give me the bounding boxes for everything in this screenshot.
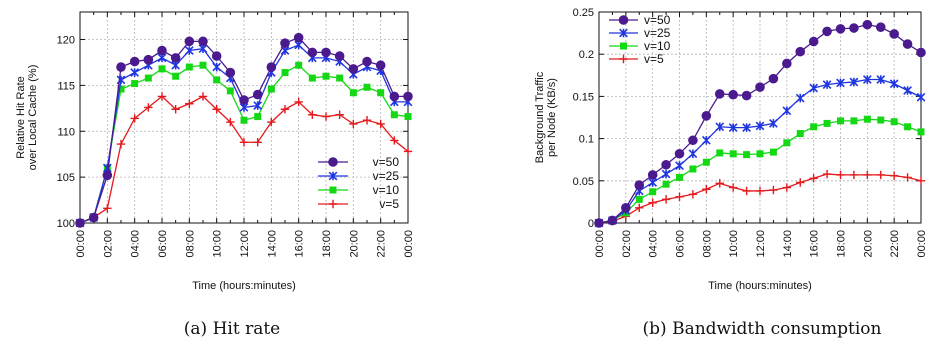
bandwidth-series-v25-point-stroke <box>796 94 804 103</box>
bandwidth-ytick-label: 0.2 <box>578 49 594 62</box>
hit-rate-legend-marker <box>330 187 337 194</box>
bandwidth-series-v5-point <box>917 177 925 185</box>
bandwidth-series-v25-point-stroke <box>890 79 898 88</box>
bandwidth-series-v50-point <box>809 37 818 46</box>
hit-rate-series-v5-point <box>322 112 330 120</box>
hit-rate-series-v10-point <box>282 69 289 76</box>
hit-rate-series-v10-point <box>377 89 384 96</box>
hit-rate-series-v50-point <box>76 219 85 228</box>
hit-rate-series-v50-point <box>103 171 112 180</box>
bandwidth-series-v5-point <box>689 190 697 198</box>
hit-rate-series-v10-point <box>295 62 302 69</box>
hit-rate-xtick-label: 06:00 <box>157 230 169 258</box>
bandwidth-series-v10-point <box>850 117 857 124</box>
hit-rate-xtick-label: 00:00 <box>403 230 415 258</box>
bandwidth-ytick-label: 0.1 <box>578 133 594 146</box>
bandwidth-series-v10-point <box>904 123 911 130</box>
bandwidth-series-v25-point-stroke <box>662 170 670 179</box>
bandwidth-series-v10-point <box>663 181 670 188</box>
bandwidth-series-v50-point <box>702 112 711 121</box>
hit-rate-series-v50-point <box>308 48 317 57</box>
hit-rate-legend-item <box>318 155 399 169</box>
hit-rate-series-v5-point <box>335 111 343 119</box>
hit-rate-legend-item <box>318 169 399 183</box>
hit-rate-series-v50-point <box>226 68 235 77</box>
hit-rate-xtick-label: 02:00 <box>102 230 115 258</box>
bandwidth-legend-label: v=5 <box>644 52 664 66</box>
bandwidth-legend-label: v=10 <box>644 39 671 53</box>
hit-rate-series-v10-point <box>131 80 138 87</box>
hit-rate-series-v50-point <box>158 46 167 55</box>
hit-rate-series-v5-point <box>103 204 111 212</box>
bandwidth-series-v10-point <box>757 150 764 157</box>
bandwidth-series-v10-point <box>810 123 817 130</box>
bandwidth-series-v5-point <box>742 187 750 195</box>
bandwidth-series-v25-point <box>689 149 697 158</box>
hit-rate-series-v5-point <box>253 138 261 146</box>
bandwidth-series-v25-point <box>904 86 912 95</box>
bandwidth-series-v50-point <box>903 40 912 49</box>
bandwidth-series-v50-point <box>850 24 859 33</box>
bandwidth-series-v50-point <box>890 30 899 39</box>
hit-rate-caption: (a) Hit rate <box>183 319 281 339</box>
hit-rate-legend-label: v=50 <box>372 155 399 169</box>
hit-rate-x-axis-label: Time (hours:minutes) <box>192 280 296 292</box>
bandwidth-series-v50-point <box>823 27 832 36</box>
hit-rate-series-v50-point <box>390 92 399 101</box>
bandwidth-series-v25-point <box>890 79 898 88</box>
hit-rate-ytick-label: 110 <box>57 126 75 139</box>
hit-rate-series-v50-point <box>185 37 194 46</box>
bandwidth-series-v50-point <box>756 83 765 92</box>
hit-rate-series-v50-point <box>349 65 358 74</box>
hit-rate-legend-item <box>318 197 399 211</box>
hit-rate-y-axis-label-line: Relative Hit Rate <box>15 76 27 159</box>
bandwidth-xtick-label: 14:00 <box>781 230 794 258</box>
bandwidth-y-axis-label-line: per Node (KB/s) <box>546 78 558 157</box>
hit-rate-series-v10-point <box>268 86 275 93</box>
bandwidth-series-v10-point <box>824 120 831 127</box>
hit-rate-series-v5-point <box>240 138 248 146</box>
bandwidth-xtick-label: 00:00 <box>594 230 606 258</box>
bandwidth-xtick-label: 02:00 <box>620 230 633 258</box>
bandwidth-series-v50-point <box>635 181 644 190</box>
bandwidth-series-v50-point <box>675 149 684 158</box>
hit-rate-xtick-label: 00:00 <box>75 230 87 258</box>
bandwidth-series-v50-point <box>796 47 805 56</box>
bandwidth-series-v10-point <box>783 139 790 146</box>
bandwidth-xtick-label: 16:00 <box>808 230 821 258</box>
bandwidth-legend-label: v=25 <box>644 26 671 40</box>
bandwidth-legend-marker <box>619 55 627 63</box>
bandwidth-series-v5-point <box>863 171 871 179</box>
hit-rate-series-v50-point <box>171 54 180 63</box>
hit-rate-series-v10-point <box>254 113 261 120</box>
bandwidth-series-v5-point <box>850 171 858 179</box>
hit-rate-series-v50-point <box>281 39 290 48</box>
bandwidth-y-axis-label-line: Background Traffic <box>534 71 546 164</box>
hit-rate-series-v10-point <box>364 84 371 91</box>
hit-rate-series-v50-point <box>335 52 344 61</box>
bandwidth-series-v25-point <box>703 136 711 145</box>
hit-rate-xtick-label: 04:00 <box>129 230 142 258</box>
hit-rate-series-v10-point <box>159 65 166 72</box>
bandwidth-series-v5-point <box>783 183 791 191</box>
hit-rate-series-v10-point <box>213 76 220 83</box>
bandwidth-series-v5-point <box>729 183 737 191</box>
hit-rate-series-v25-point <box>131 68 139 77</box>
hit-rate-ytick-label: 100 <box>56 218 75 230</box>
bandwidth-legend <box>609 13 671 66</box>
hit-rate-ytick-label: 105 <box>56 172 75 185</box>
hit-rate-series-v10-point <box>186 64 193 71</box>
bandwidth-series-v10-point <box>676 174 683 181</box>
bandwidth-series-v50-point <box>836 25 845 34</box>
bandwidth-series-v5-point <box>877 171 885 179</box>
bandwidth-series-v5-point <box>662 195 670 203</box>
hit-rate-series-v25-point <box>117 76 125 85</box>
bandwidth-ytick-label: 0.15 <box>572 91 594 104</box>
hit-rate-legend-label: v=5 <box>379 197 399 211</box>
bandwidth-series-v10-point <box>770 149 777 156</box>
hit-rate-legend-marker <box>329 200 337 208</box>
bandwidth-series-v10-point <box>730 150 737 157</box>
hit-rate-xtick-label: 16:00 <box>293 230 306 258</box>
bandwidth-x-axis-label: Time (hours:minutes) <box>708 280 812 292</box>
bandwidth-xtick-label: 06:00 <box>674 230 687 258</box>
bandwidth-legend-marker <box>620 43 627 50</box>
bandwidth-series-v25-point-stroke <box>676 161 684 170</box>
bandwidth-series-v5-point <box>635 204 643 212</box>
bandwidth-series-v25-point-stroke <box>904 86 912 95</box>
bandwidth-series-v10-point <box>918 128 925 135</box>
bandwidth-series-v50-point <box>648 171 657 180</box>
bandwidth-legend-label: v=50 <box>644 13 671 27</box>
bandwidth-xtick-label: 22:00 <box>889 230 902 258</box>
bandwidth-series-v10-point <box>837 117 844 124</box>
bandwidth-series-v50-point <box>742 91 751 100</box>
hit-rate-series-v50-point <box>376 61 385 70</box>
hit-rate-series-v25-point-stroke <box>213 63 221 72</box>
bandwidth-series-v10-point <box>716 149 723 156</box>
bandwidth-ytick-label: 0.25 <box>572 7 594 19</box>
bandwidth-series-v25-point <box>783 106 791 115</box>
bandwidth-xtick-label: 04:00 <box>647 230 660 258</box>
bandwidth-series-v50-point <box>608 216 617 225</box>
bandwidth-chart <box>466 0 931 339</box>
bandwidth-xtick-label: 18:00 <box>835 230 848 258</box>
bandwidth-figure <box>466 0 931 339</box>
bandwidth-series-v50-point <box>917 48 926 57</box>
hit-rate-series-v50-point <box>253 90 262 99</box>
hit-rate-ytick-label: 120 <box>56 34 75 47</box>
bandwidth-xtick-label: 20:00 <box>862 230 875 258</box>
bandwidth-ytick-label: 0.05 <box>572 175 594 188</box>
bandwidth-series-v5-point <box>823 170 831 178</box>
bandwidth-xtick-label: 08:00 <box>701 229 714 258</box>
hit-rate-series-v10-point <box>241 117 248 124</box>
hit-rate-series-v10-point <box>145 75 152 82</box>
bandwidth-series-v5-point <box>675 193 683 201</box>
bandwidth-series-v5-point <box>809 174 817 182</box>
bandwidth-series-v5-point <box>648 199 656 207</box>
bandwidth-series-v25-point-stroke <box>689 149 697 158</box>
bandwidth-series-v5-point <box>903 173 911 181</box>
hit-rate-series-v50-point <box>89 213 98 222</box>
bandwidth-xtick-label: 00:00 <box>916 230 928 258</box>
bandwidth-series-v50-point <box>769 74 778 83</box>
bandwidth-series-v50-point <box>729 90 738 99</box>
hit-rate-series-v50-point <box>322 48 331 57</box>
bandwidth-series-v50-point <box>863 20 872 29</box>
bandwidth-series-v25-point-stroke <box>783 106 791 115</box>
bandwidth-series-v50-point <box>662 160 671 169</box>
bandwidth-series-v10-point <box>864 116 871 123</box>
hit-rate-series-v50-point <box>404 92 413 101</box>
hit-rate-series-v25-point-stroke <box>117 76 125 85</box>
hit-rate-series-v10-point <box>336 75 343 82</box>
bandwidth-series-v50-point <box>783 59 792 68</box>
hit-rate-series-v50-point <box>144 55 153 64</box>
hit-rate-series-v50-point <box>199 37 208 46</box>
hit-rate-legend-label: v=10 <box>372 183 399 197</box>
bandwidth-series-v5-point <box>702 185 710 193</box>
bandwidth-series-v10-point <box>891 118 898 125</box>
hit-rate-series-v10-point <box>200 62 207 69</box>
bandwidth-series-v25-point-stroke <box>703 136 711 145</box>
hit-rate-series-v10-point <box>405 113 412 120</box>
bandwidth-series-v10-point <box>797 130 804 137</box>
hit-rate-series-v5-point <box>185 100 193 108</box>
bandwidth-legend-item <box>609 26 671 40</box>
hit-rate-series-v50-point <box>294 33 303 42</box>
hit-rate-xtick-label: 20:00 <box>348 230 361 258</box>
bandwidth-series-v10-point <box>703 159 710 166</box>
bandwidth-series-v50-point <box>689 136 698 145</box>
hit-rate-series-v50-point <box>117 63 126 72</box>
hit-rate-series-v50-point <box>267 63 276 72</box>
bandwidth-series-v50-point <box>715 90 724 99</box>
hit-rate-legend-marker <box>329 158 338 167</box>
bandwidth-legend-item <box>609 39 671 53</box>
hit-rate-legend-item <box>318 183 399 197</box>
hit-rate-series-v50-point <box>212 52 221 61</box>
bandwidth-series-v25-point <box>796 94 804 103</box>
bandwidth-xtick-label: 12:00 <box>755 230 767 258</box>
hit-rate-series-v10-point <box>172 73 179 80</box>
bandwidth-series-v50-point <box>622 204 631 213</box>
bandwidth-legend-item <box>609 13 671 27</box>
hit-rate-series-v25-point <box>213 63 221 72</box>
hit-rate-xtick-label: 08:00 <box>184 230 197 258</box>
bandwidth-ytick-label: 0 <box>587 218 594 230</box>
hit-rate-y-axis-label-line: over Local Cache (%) <box>27 64 39 171</box>
bandwidth-series-v10-point <box>877 117 884 124</box>
bandwidth-series-v5-point <box>769 186 777 194</box>
bandwidth-series-v10-point <box>689 165 696 172</box>
hit-rate-series-v50-point <box>240 96 249 105</box>
hit-rate-series-v10-point <box>309 75 316 82</box>
bandwidth-series-v25-point <box>662 170 670 179</box>
hit-rate-series-v10-point <box>227 87 234 94</box>
bandwidth-xtick-label: 10:00 <box>728 230 741 258</box>
bandwidth-series-v10-point <box>743 151 750 158</box>
hit-rate-series-v25-point-stroke <box>131 68 139 77</box>
bandwidth-series-v5-point <box>890 172 898 180</box>
bandwidth-series-v5-point <box>836 171 844 179</box>
hit-rate-legend <box>318 155 399 211</box>
hit-rate-ytick-label: 115 <box>57 80 75 93</box>
hit-rate-xtick-label: 10:00 <box>211 230 224 258</box>
bandwidth-series-v25-point <box>676 161 684 170</box>
bandwidth-series-v25-point <box>917 93 925 102</box>
hit-rate-xtick-label: 22:00 <box>375 230 388 258</box>
hit-rate-xtick-label: 12:00 <box>239 230 251 258</box>
bandwidth-legend-marker <box>619 16 628 25</box>
bandwidth-series-v10-point <box>636 196 643 203</box>
bandwidth-series-v5-point <box>756 187 764 195</box>
bandwidth-series-v50-point <box>595 219 604 228</box>
hit-rate-series-v50-point <box>130 57 139 66</box>
hit-rate-series-v50 <box>76 33 413 227</box>
hit-rate-series-v50-point <box>363 57 372 66</box>
hit-rate-series-v5-point <box>363 116 371 124</box>
bandwidth-series-v50-point <box>876 23 885 32</box>
bandwidth-caption: (b) Bandwidth consumption <box>642 319 882 339</box>
hit-rate-series-v5-point <box>349 120 357 128</box>
hit-rate-series-v5-point <box>117 140 125 148</box>
bandwidth-series-v25-point-stroke <box>917 93 925 102</box>
hit-rate-xtick-label: 14:00 <box>266 230 279 258</box>
bandwidth-series-v5-point <box>796 178 804 186</box>
bandwidth-series-v5-point <box>716 179 724 187</box>
hit-rate-series-v10-point <box>323 73 330 80</box>
bandwidth-series-v10-line <box>599 119 921 223</box>
hit-rate-series-v10-point <box>391 111 398 118</box>
hit-rate-legend-label: v=25 <box>372 169 399 183</box>
hit-rate-xtick-label: 18:00 <box>321 230 333 258</box>
hit-rate-series-v10-point <box>350 89 357 96</box>
bandwidth-series-v10-point <box>649 188 656 195</box>
